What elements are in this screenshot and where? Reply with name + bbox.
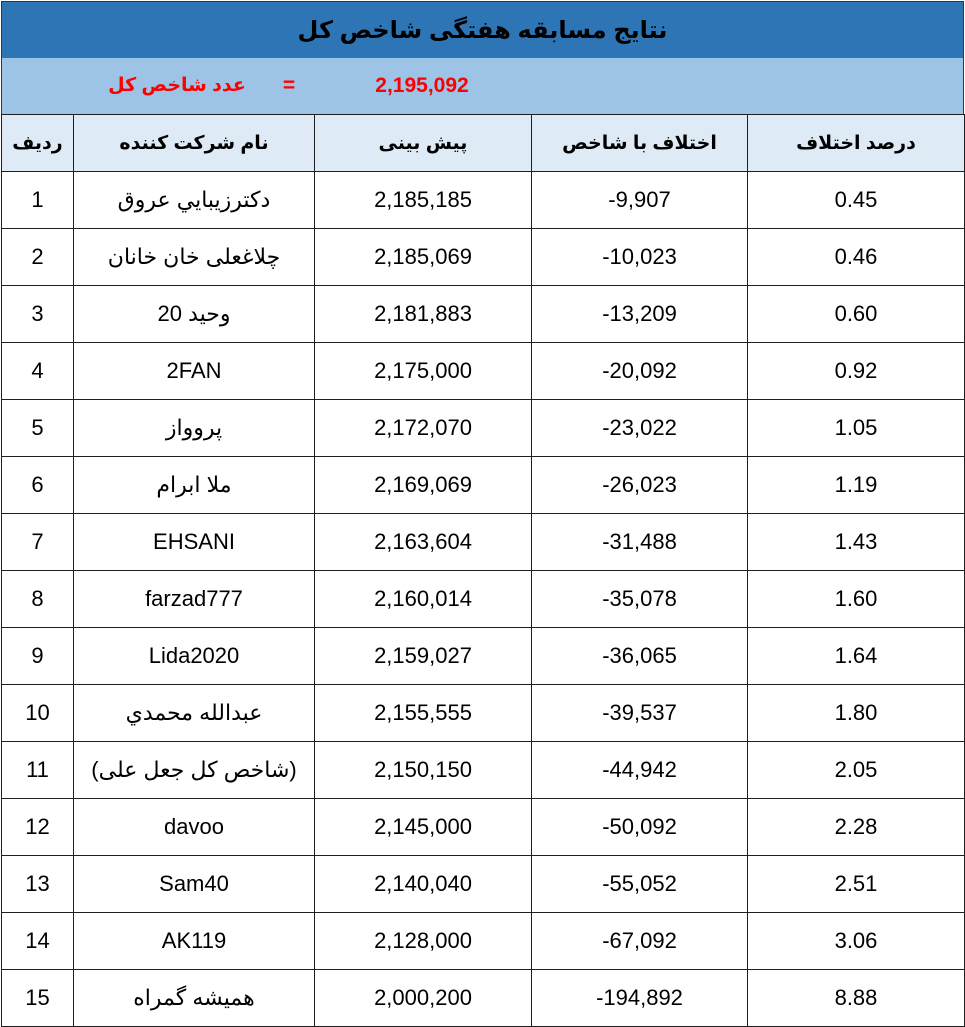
percent-cell: 3.06 [748, 913, 965, 970]
rank-cell: 5 [2, 400, 74, 457]
percent-cell: 2.05 [748, 742, 965, 799]
participant-name-cell: AK119 [74, 913, 315, 970]
prediction-cell: 2,155,555 [315, 685, 532, 742]
percent-cell: 8.88 [748, 970, 965, 1027]
difference-cell: -67,092 [532, 913, 748, 970]
participant-name-cell: davoo [74, 799, 315, 856]
header-rank: ردیف [2, 115, 74, 172]
table-row [2, 229, 965, 286]
prediction-cell: 2,185,069 [315, 229, 532, 286]
table-row [2, 571, 965, 628]
header-prediction: پیش بینی [315, 115, 532, 172]
header-difference: اختلاف با شاخص [532, 115, 748, 172]
difference-cell: -10,023 [532, 229, 748, 286]
results-body [2, 172, 965, 1027]
header-percent: درصد اختلاف [748, 115, 965, 172]
rank-cell: 3 [2, 286, 74, 343]
prediction-cell: 2,000,200 [315, 970, 532, 1027]
rank-cell: 13 [2, 856, 74, 913]
title-text: نتایج مسابقه هفتگی شاخص کل [297, 16, 668, 44]
difference-cell: -9,907 [532, 172, 748, 229]
table-row [2, 742, 965, 799]
rank-cell: 6 [2, 457, 74, 514]
prediction-cell: 2,159,027 [315, 628, 532, 685]
table-row [2, 685, 965, 742]
table-row [2, 970, 965, 1027]
participant-name-cell: همیشه گمراه [74, 970, 315, 1027]
difference-cell: -50,092 [532, 799, 748, 856]
table-row [2, 913, 965, 970]
difference-cell: -36,065 [532, 628, 748, 685]
difference-cell: -55,052 [532, 856, 748, 913]
rank-cell: 12 [2, 799, 74, 856]
table-row [2, 799, 965, 856]
percent-cell: 1.05 [748, 400, 965, 457]
rank-cell: 2 [2, 229, 74, 286]
difference-cell: -26,023 [532, 457, 748, 514]
table-row [2, 856, 965, 913]
index-label: عدد شاخص کل [108, 75, 246, 96]
participant-name-cell: ملا ابرام [74, 457, 315, 514]
percent-cell: 1.80 [748, 685, 965, 742]
prediction-cell: 2,145,000 [315, 799, 532, 856]
header-name: نام شرکت کننده [74, 115, 315, 172]
prediction-cell: 2,181,883 [315, 286, 532, 343]
participant-name-cell: پروواز [74, 400, 315, 457]
percent-cell: 0.92 [748, 343, 965, 400]
table-row [2, 628, 965, 685]
prediction-cell: 2,169,069 [315, 457, 532, 514]
index-value: 2,195,092 [375, 74, 469, 97]
percent-cell: 0.45 [748, 172, 965, 229]
table-row [2, 514, 965, 571]
rank-cell: 15 [2, 970, 74, 1027]
header-row [2, 115, 965, 172]
participant-name-cell: دکترزيبايي عروق [74, 172, 315, 229]
percent-cell: 2.28 [748, 799, 965, 856]
difference-cell: -23,022 [532, 400, 748, 457]
prediction-cell: 2,160,014 [315, 571, 532, 628]
sheet-title [1, 1, 964, 59]
percent-cell: 1.60 [748, 571, 965, 628]
participant-name-cell: Sam40 [74, 856, 315, 913]
prediction-cell: 2,163,604 [315, 514, 532, 571]
participant-name-cell: EHSANI [74, 514, 315, 571]
index-equals-sign: = [282, 74, 296, 97]
prediction-cell: 2,128,000 [315, 913, 532, 970]
table-row [2, 286, 965, 343]
difference-cell: -44,942 [532, 742, 748, 799]
percent-cell: 0.60 [748, 286, 965, 343]
table-row [2, 400, 965, 457]
rank-cell: 7 [2, 514, 74, 571]
rank-cell: 14 [2, 913, 74, 970]
percent-cell: 1.43 [748, 514, 965, 571]
difference-cell: -194,892 [532, 970, 748, 1027]
results-table [1, 114, 965, 1027]
table-row [2, 172, 965, 229]
prediction-cell: 2,140,040 [315, 856, 532, 913]
participant-name-cell: وحید 20 [74, 286, 315, 343]
table-row [2, 457, 965, 514]
rank-cell: 11 [2, 742, 74, 799]
percent-cell: 1.64 [748, 628, 965, 685]
rank-cell: 4 [2, 343, 74, 400]
prediction-cell: 2,175,000 [315, 343, 532, 400]
table-row [2, 343, 965, 400]
rank-cell: 10 [2, 685, 74, 742]
difference-cell: -13,209 [532, 286, 748, 343]
percent-cell: 1.19 [748, 457, 965, 514]
participant-name-cell: (شاخص کل جعل علی) [74, 742, 315, 799]
difference-cell: -39,537 [532, 685, 748, 742]
rank-cell: 9 [2, 628, 74, 685]
rank-cell: 1 [2, 172, 74, 229]
participant-name-cell: 2FAN [74, 343, 315, 400]
participant-name-cell: Lida2020 [74, 628, 315, 685]
prediction-cell: 2,150,150 [315, 742, 532, 799]
percent-cell: 0.46 [748, 229, 965, 286]
difference-cell: -35,078 [532, 571, 748, 628]
prediction-cell: 2,172,070 [315, 400, 532, 457]
difference-cell: -31,488 [532, 514, 748, 571]
prediction-cell: 2,185,185 [315, 172, 532, 229]
participant-name-cell: عبدالله محمدي [74, 685, 315, 742]
participant-name-cell: farzad777 [74, 571, 315, 628]
difference-cell: -20,092 [532, 343, 748, 400]
percent-cell: 2.51 [748, 856, 965, 913]
participant-name-cell: چلاغعلی خان خانان [74, 229, 315, 286]
index-summary-row [1, 58, 964, 115]
rank-cell: 8 [2, 571, 74, 628]
